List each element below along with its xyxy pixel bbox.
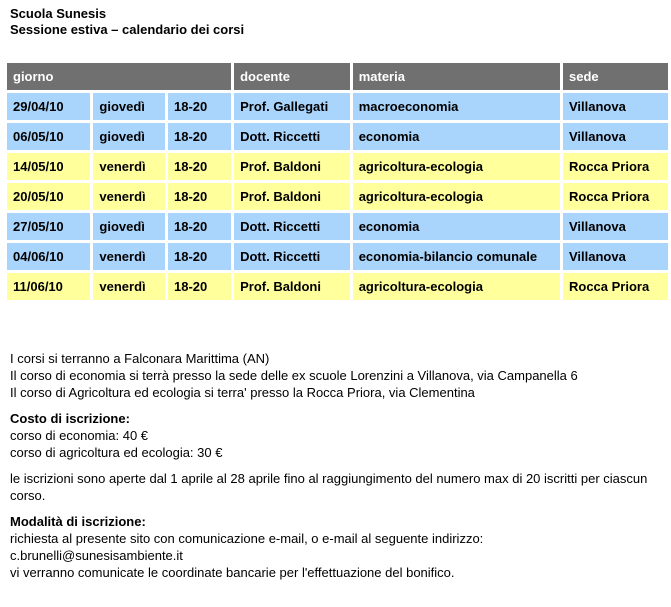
cell-time: 18-20	[168, 123, 231, 150]
cell-time: 18-20	[168, 213, 231, 240]
cell-date: 11/06/10	[7, 273, 90, 300]
table-header-row	[7, 63, 668, 90]
cell-day: venerdì	[93, 183, 165, 210]
cost-line-agricoltura: corso di agricoltura ed ecologia: 30 €	[10, 445, 223, 460]
cell-time: 18-20	[168, 273, 231, 300]
table-row	[7, 273, 668, 300]
cell-date: 29/04/10	[7, 93, 90, 120]
cell-subject: economia	[353, 123, 560, 150]
page-header	[10, 6, 244, 38]
cell-subject: economia	[353, 213, 560, 240]
info-line-location: I corsi si terranno a Falconara Marittima (AN)	[10, 351, 270, 366]
cell-date: 20/05/10	[7, 183, 90, 210]
school-name: Scuola Sunesis	[10, 6, 107, 21]
cell-place: Rocca Priora	[563, 273, 668, 300]
column-header-docente: docente	[234, 63, 350, 90]
table-row	[7, 183, 668, 210]
cost-line-economia: corso di economia: 40 €	[10, 428, 149, 443]
cell-subject: macroeconomia	[353, 93, 560, 120]
cell-day: venerdì	[93, 273, 165, 300]
bank-details-line: vi verranno comunicate le coordinate bancarie per l'effettuazione del bonifico.	[10, 565, 455, 580]
cell-date: 06/05/10	[7, 123, 90, 150]
cell-teacher: Prof. Baldoni	[234, 273, 350, 300]
cell-teacher: Dott. Riccetti	[234, 123, 350, 150]
table-row	[7, 153, 668, 180]
enrollment-text: le iscrizioni sono aperte dal 1 aprile al 28 aprile fino al raggiungimento del numero max di 20 iscritti per ciascun corso.	[10, 471, 648, 503]
column-header-giorno: giorno	[7, 63, 231, 90]
cell-date: 04/06/10	[7, 243, 90, 270]
cell-teacher: Dott. Riccetti	[234, 243, 350, 270]
enrollment-mode-line: richiesta al presente sito con comunicazione e-mail, o e-mail al seguente indirizzo:	[10, 531, 484, 546]
cell-date: 14/05/10	[7, 153, 90, 180]
cell-place: Rocca Priora	[563, 183, 668, 210]
cell-subject: agricoltura-ecologia	[353, 183, 560, 210]
course-calendar-table	[4, 60, 671, 303]
enrollment-mode-title: Modalità di iscrizione:	[10, 514, 146, 529]
cell-place: Villanova	[563, 213, 668, 240]
cell-teacher: Prof. Baldoni	[234, 183, 350, 210]
cell-time: 18-20	[168, 183, 231, 210]
table-row	[7, 93, 668, 120]
cell-day: venerdì	[93, 153, 165, 180]
cell-day: giovedì	[93, 93, 165, 120]
cell-day: giovedì	[93, 213, 165, 240]
cell-subject: economia-bilancio comunale	[353, 243, 560, 270]
info-line-economia: Il corso di economia si terrà presso la sede delle ex scuole Lorenzini a Villanova, via Campanella 6	[10, 368, 578, 383]
course-info	[10, 350, 665, 581]
cell-place: Villanova	[563, 123, 668, 150]
cell-place: Villanova	[563, 243, 668, 270]
column-header-materia: materia	[353, 63, 560, 90]
cell-day: venerdì	[93, 243, 165, 270]
page-title: Sessione estiva – calendario dei corsi	[10, 22, 245, 37]
cell-time: 18-20	[168, 93, 231, 120]
cell-subject: agricoltura-ecologia	[353, 273, 560, 300]
column-header-sede: sede	[563, 63, 668, 90]
table-row	[7, 123, 668, 150]
cell-subject: agricoltura-ecologia	[353, 153, 560, 180]
info-line-agricoltura: Il corso di Agricoltura ed ecologia si terra' presso la Rocca Priora, via Clementina	[10, 385, 475, 400]
cell-place: Villanova	[563, 93, 668, 120]
cost-title: Costo di iscrizione:	[10, 411, 130, 426]
cell-teacher: Prof. Baldoni	[234, 153, 350, 180]
cell-teacher: Prof. Gallegati	[234, 93, 350, 120]
cell-time: 18-20	[168, 153, 231, 180]
cell-teacher: Dott. Riccetti	[234, 213, 350, 240]
table-row	[7, 243, 668, 270]
cell-date: 27/05/10	[7, 213, 90, 240]
contact-email[interactable]: c.brunelli@sunesisambiente.it	[10, 548, 183, 563]
cell-day: giovedì	[93, 123, 165, 150]
cell-time: 18-20	[168, 243, 231, 270]
table-row	[7, 213, 668, 240]
cell-place: Rocca Priora	[563, 153, 668, 180]
